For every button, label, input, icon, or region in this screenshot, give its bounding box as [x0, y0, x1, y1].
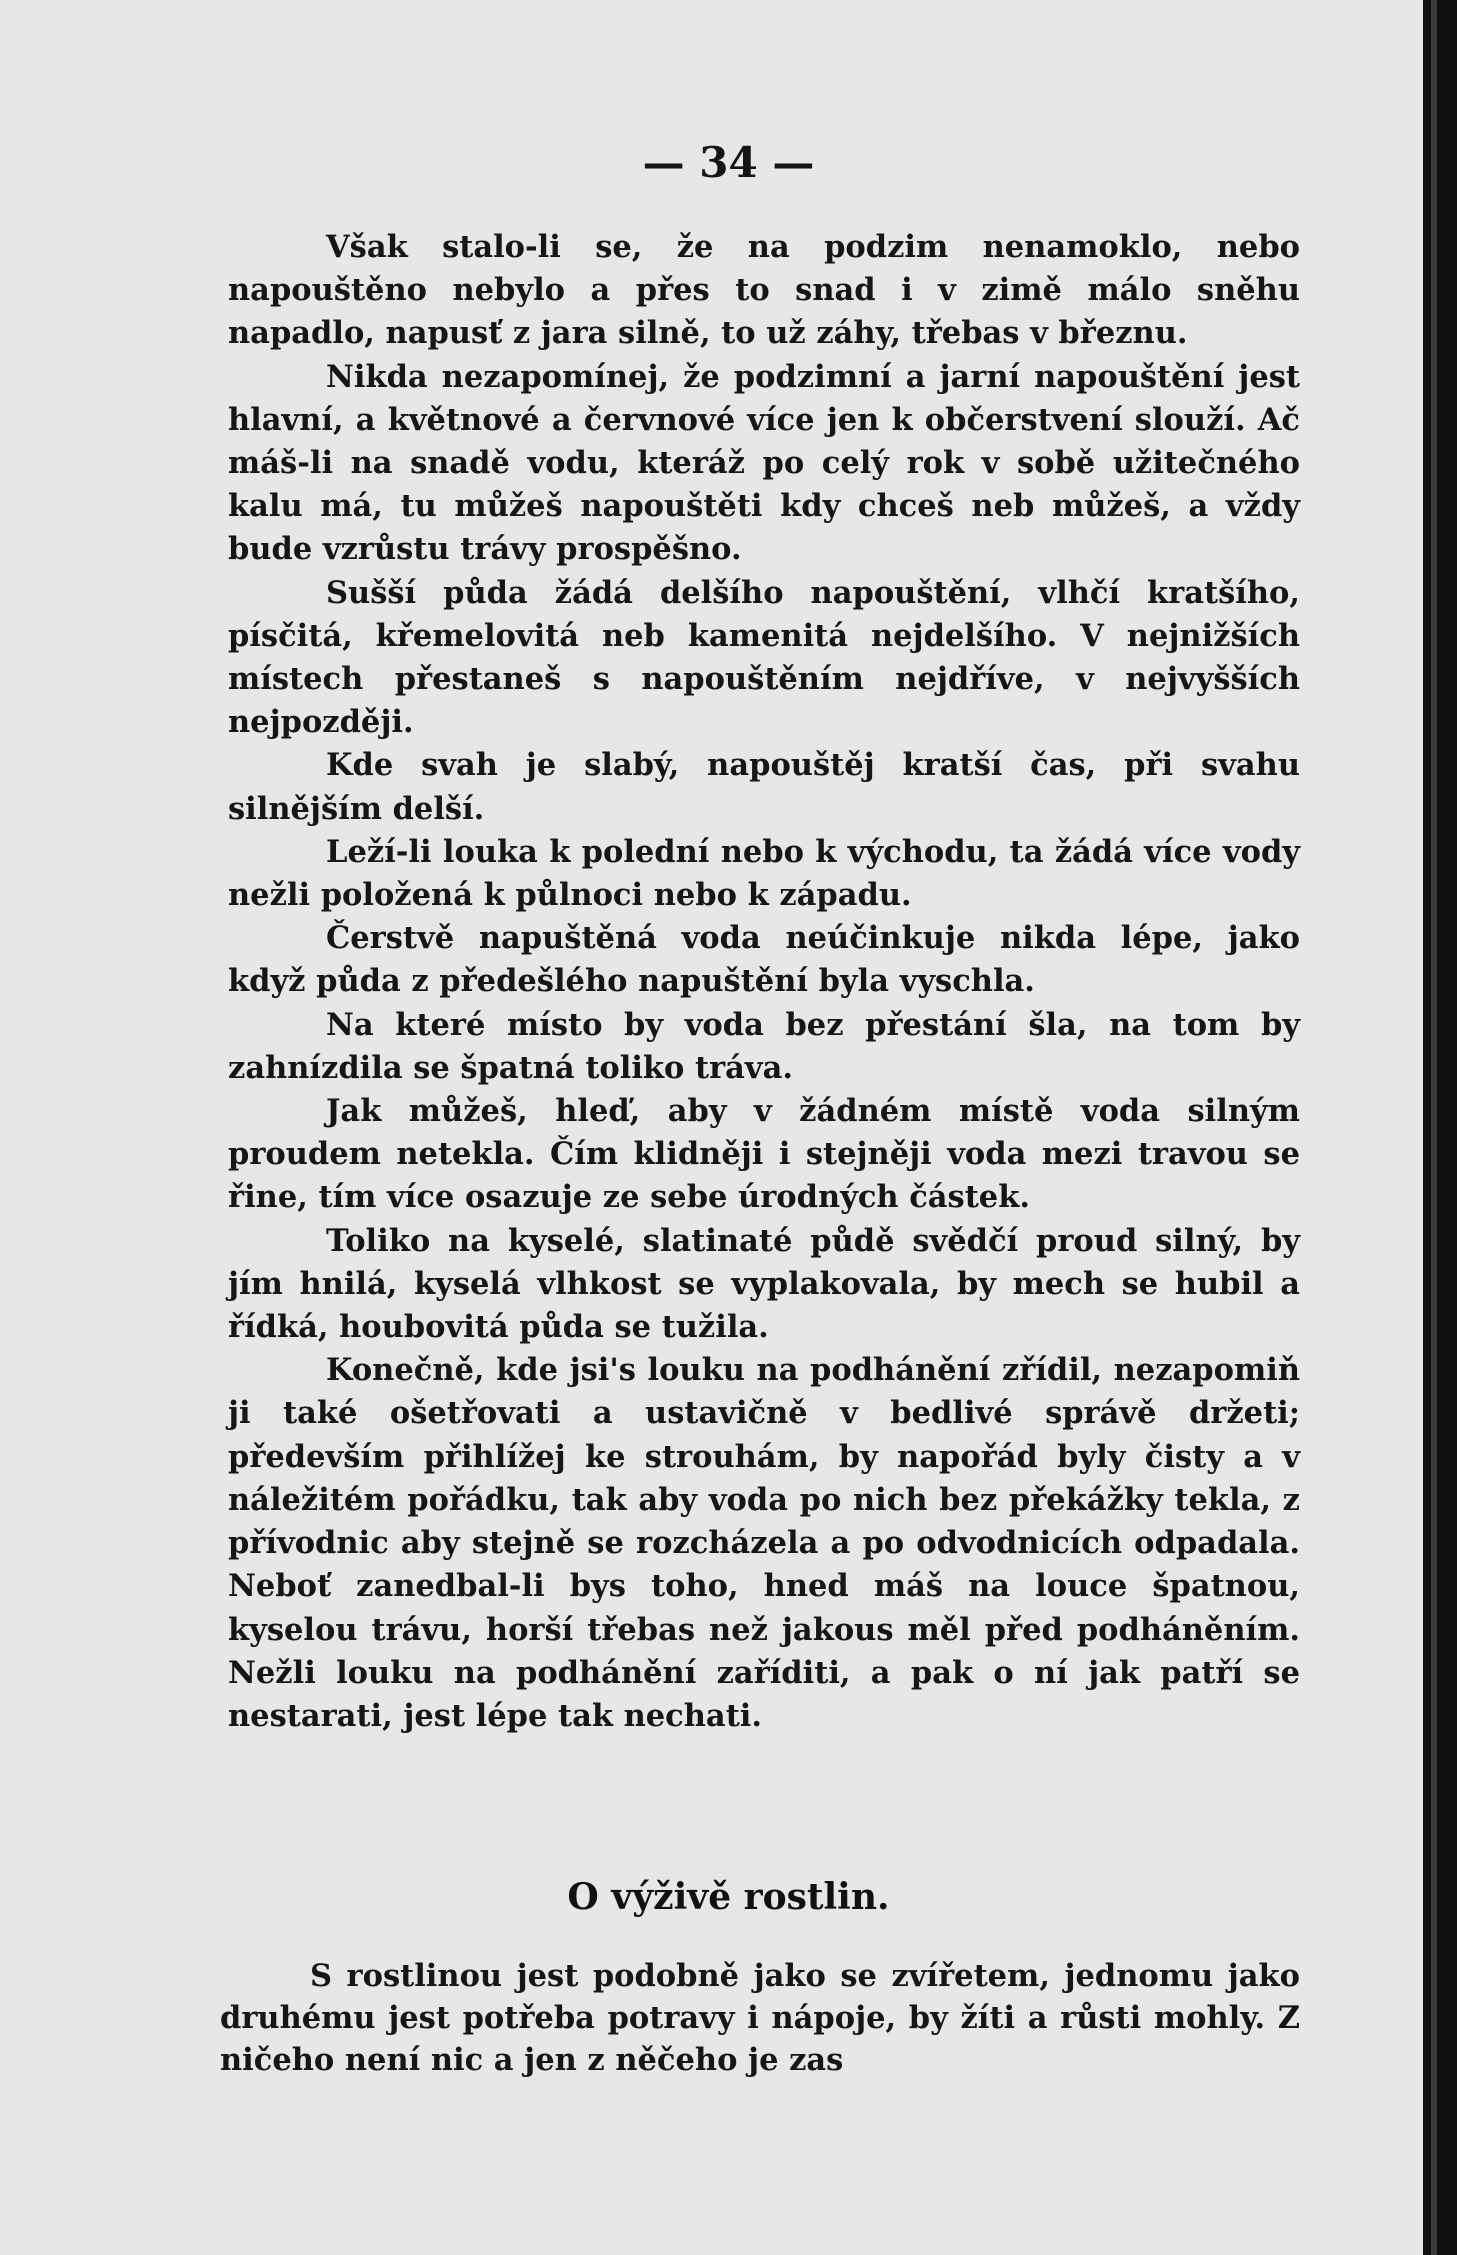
paragraph: Nikda nezapomínej, že podzimní a jarní napouštění jest hlavní, a květnové a červnové více jen k občerstvení slouží. Ač máš-li na snadě vodu, kteráž po celý rok v sobě užitečného kalu má, tu můžeš napouštěti kdy chceš neb můžeš, a vždy bude vzrůstu trávy prospěšno.: [228, 358, 1300, 568]
paragraph: Konečně, kde jsi's louku na podhánění zřídil, nezapomiň ji také ošetřovati a ustavičně v bedlivé správě držeti; především přihlížej ke strouhám, by napořád byly čisty a v náležitém pořádku, tak aby voda po nich bez překážky tekla, z přívodnic aby stejně se rozcházela a po odvodnicích odpadala. Neboť zanedbal-li bys toho, hned máš na louce špatnou, kyselou trávu, horší třebas než jakous měl před podháněním. Nežli louku na podhánění zaříditi, a pak o ní jak patří se nestarati, jest lépe tak nechati.: [228, 1352, 1300, 1734]
paragraph: S rostlinou jest podobně jako se zvířetem, jednomu jako druhému jest potřeba potravy i nápoje, by žíti a růsti mohly. Z ničeho není nic a jen z něčeho je zas: [220, 1958, 1300, 2078]
body-text: [228, 226, 1300, 1738]
paragraph: Sušší půda žádá delšího napouštění, vlhčí kratšího, písčitá, křemelovitá neb kamenitá nejdelšího. V nejnižších místech přestaneš s napouštěním nejdříve, v nejvyšších nejpozději.: [228, 574, 1300, 741]
section-body-text: [220, 1955, 1300, 2081]
page-number: — 34 —: [642, 138, 815, 187]
paragraph: Toliko na kyselé, slatinaté půdě svědčí proud silný, by jím hnilá, kyselá vlhkost se vyplakovala, by mech se hubil a řídká, houbovitá půda se tužila.: [228, 1222, 1300, 1346]
section-heading: O výživě rostlin.: [567, 1876, 890, 1918]
paragraph: Jak můžeš, hleď, aby v žádném místě voda silným proudem netekla. Čím klidněji i stejněji voda mezi travou se řine, tím více osazuje ze sebe úrodných částek.: [228, 1093, 1300, 1216]
paragraph: Však stalo-li se, že na podzim nenamoklo, nebo napouštěno nebylo a přes to snad i v zimě málo sněhu napadlo, napusť z jara silně, to už záhy, třebas v březnu.: [228, 229, 1300, 352]
paragraph: Leží-li louka k polední nebo k východu, ta žádá více vody nežli položená k půlnoci nebo k západu.: [228, 833, 1300, 914]
paragraph: Na které místo by voda bez přestání šla, na tom by zahnízdila se špatná toliko tráva.: [228, 1006, 1300, 1086]
paragraph: Kde svah je slabý, napouštěj kratší čas, při svahu silnějším delší.: [228, 747, 1300, 827]
paragraph: Čerstvě napuštěná voda neúčinkuje nikda lépe, jako když půda z předešlého napuštění byla vyschla.: [228, 920, 1300, 1000]
